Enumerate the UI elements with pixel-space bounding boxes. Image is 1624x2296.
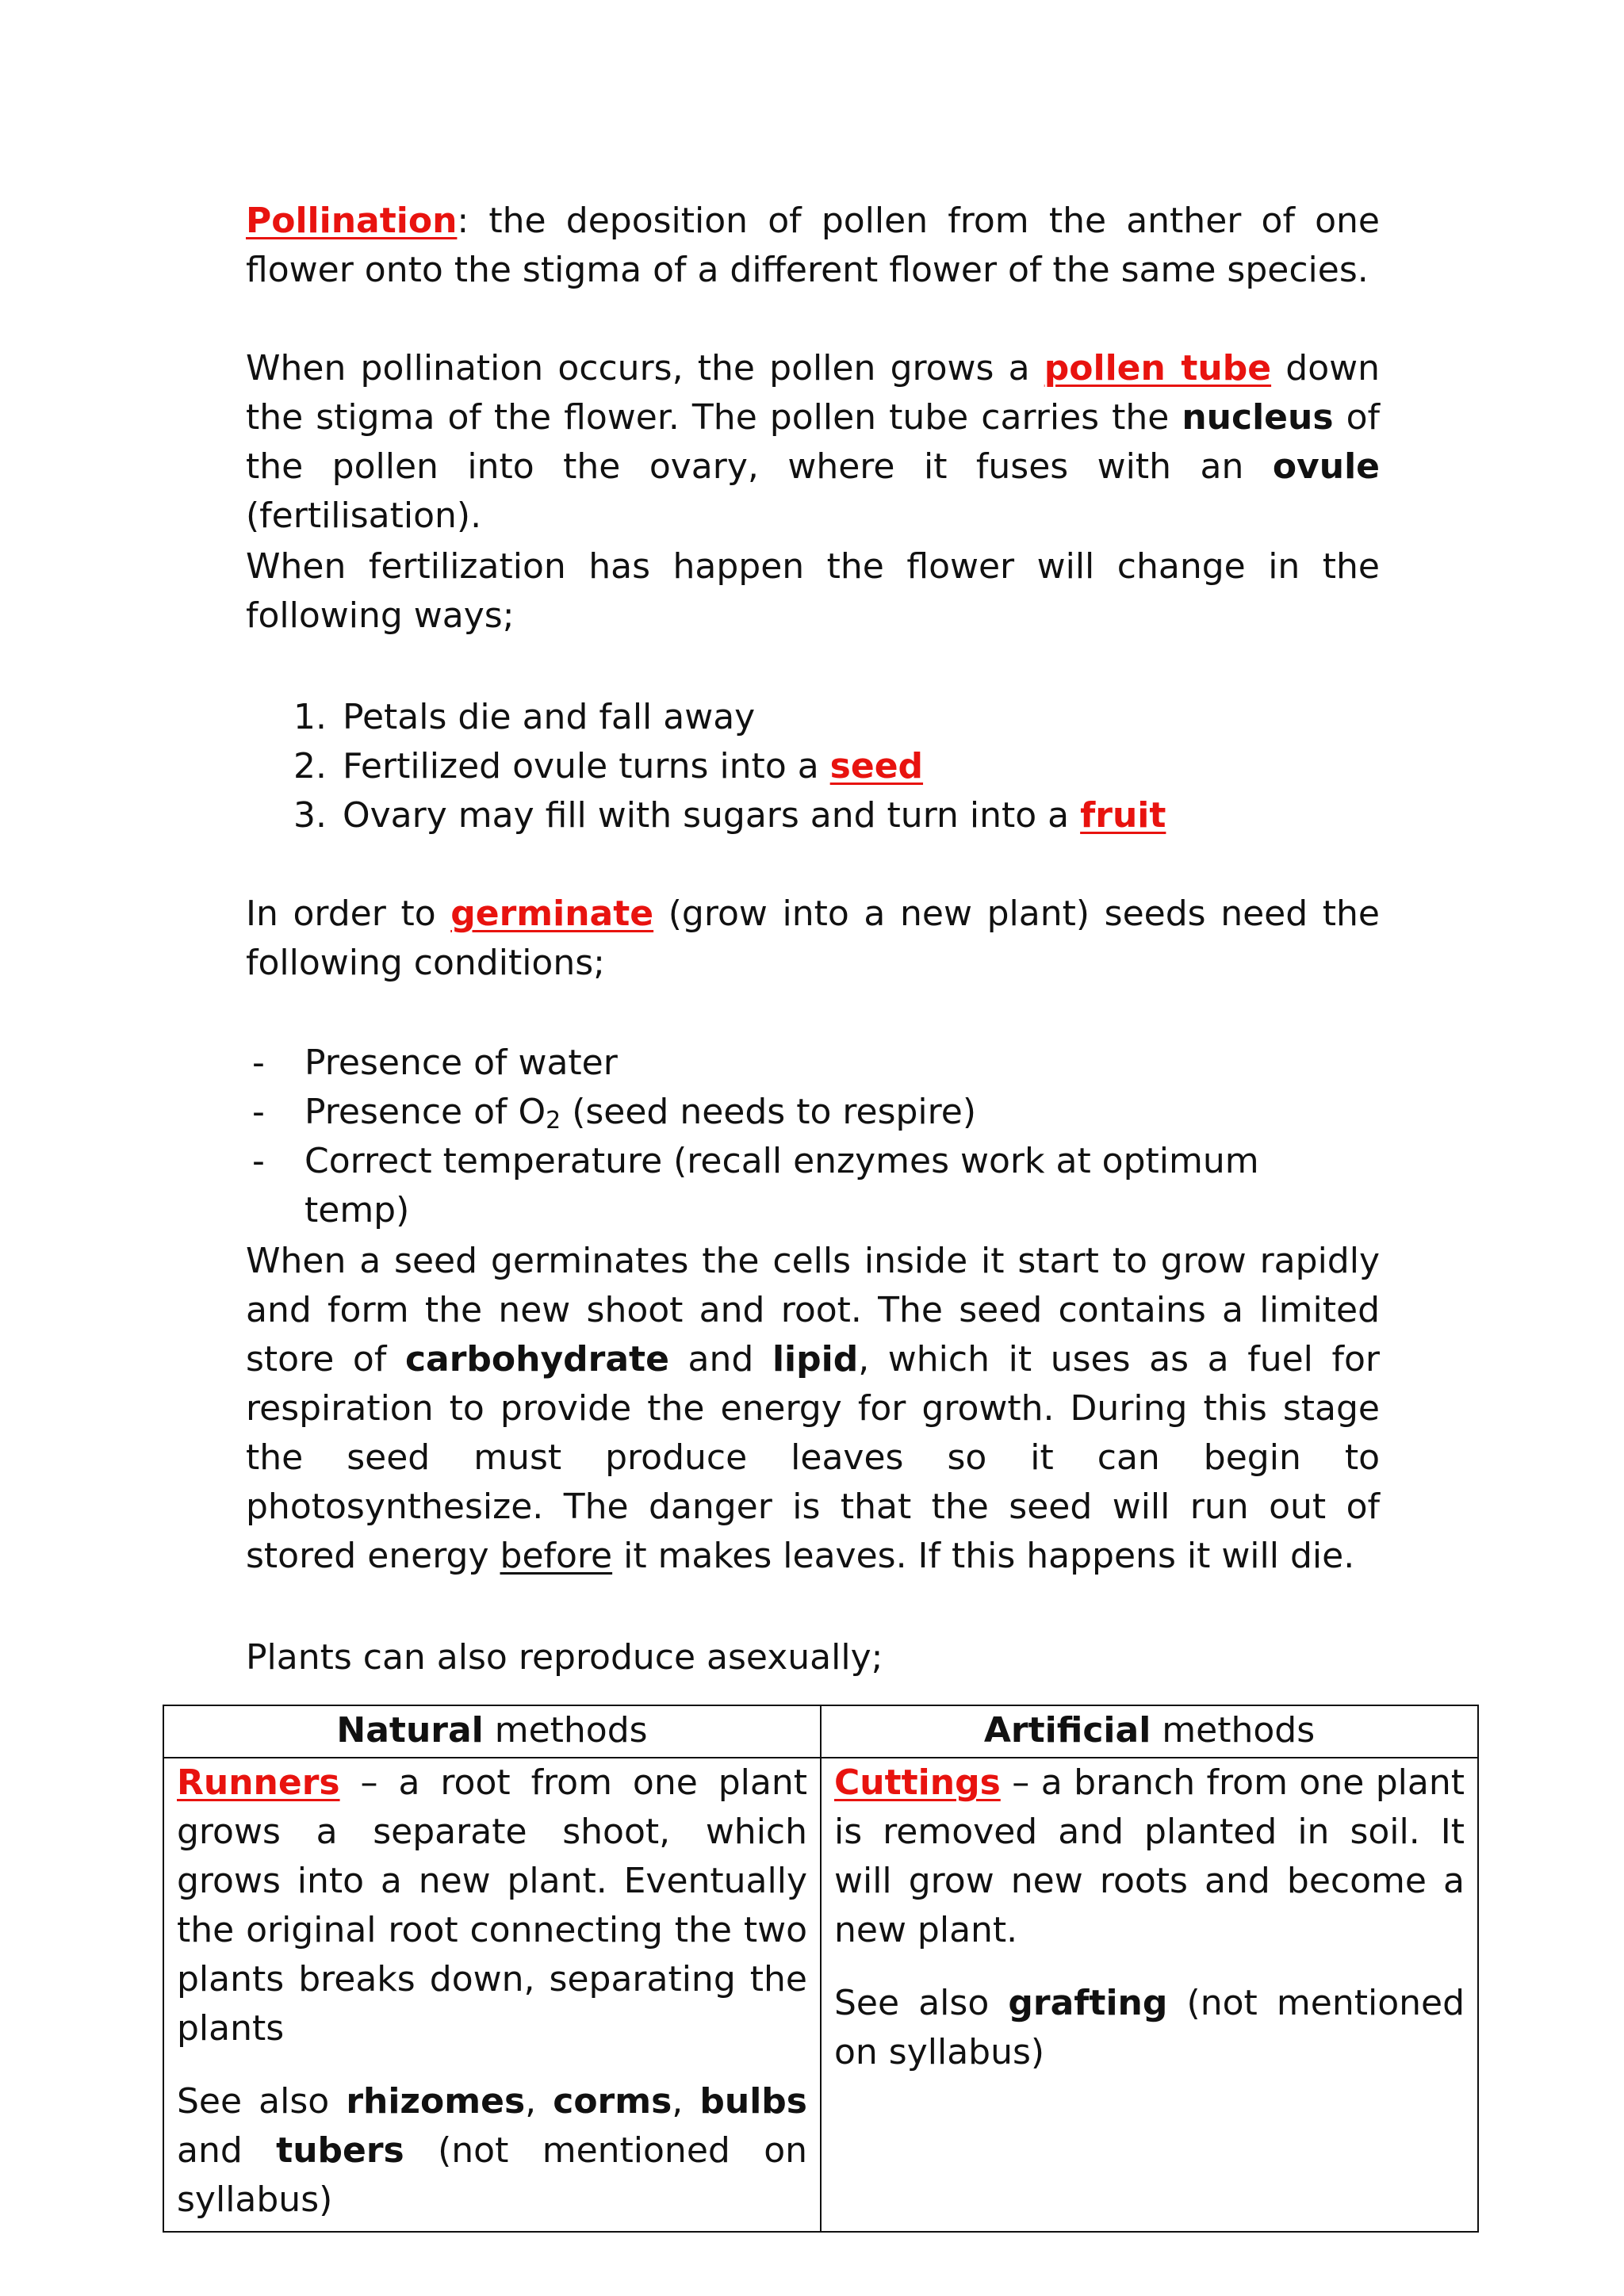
- term-cuttings: Cuttings: [834, 1762, 1001, 1803]
- term-germinate: germinate: [450, 894, 654, 934]
- bold-ovule: ovule: [1272, 446, 1380, 487]
- table-row: [163, 1758, 1478, 2232]
- term-seed: seed: [829, 746, 924, 786]
- artificial-methods-header: Artificial methods: [821, 1705, 1478, 1758]
- fertilization-changes-list: [293, 693, 1324, 840]
- list-item: - Correct temperature (recall enzymes work at optimum temp): [252, 1141, 1259, 1230]
- list-item: 2. Fertilized ovule turns into a seed: [293, 746, 924, 786]
- list-item: 3. Ovary may fill with sugars and turn into a fruit: [293, 795, 1166, 836]
- runners-description: Runners – a root from one plant grows a separate shoot, which grows into a new plant. Eventually the original root connecting the two plants breaks down, separating the plants: [177, 1762, 807, 2049]
- term-pollen-tube: pollen tube: [1044, 348, 1272, 388]
- bold-lipid: lipid: [772, 1339, 859, 1380]
- bold-nucleus: nucleus: [1182, 397, 1334, 438]
- term-pollination: Pollination: [246, 201, 458, 241]
- asexual-intro: Plants can also reproduce asexually;: [246, 1637, 883, 1678]
- natural-methods-header: Natural methods: [163, 1705, 821, 1758]
- table-header-row: [163, 1705, 1478, 1758]
- underline-before: before: [500, 1536, 613, 1576]
- term-fruit: fruit: [1080, 795, 1166, 836]
- natural-methods-cell: [163, 1758, 821, 2232]
- natural-see-also: See also rhizomes, corms, bulbs and tubers (not mentioned on syllabus): [177, 2081, 808, 2220]
- artificial-see-also: See also grafting (not mentioned on syllabus): [834, 1983, 1465, 2072]
- list-item: - Presence of water: [252, 1043, 618, 1083]
- list-item: 1. Petals die and fall away: [293, 697, 756, 737]
- pollen-tube-paragraph: When pollination occurs, the pollen grows a pollen tube down the stigma of the flower. The pollen tube carries the nucleus of the pollen into the ovary, where it fuses with an ovule (fertilisation).: [246, 348, 1380, 536]
- term-runners: Runners: [177, 1762, 340, 1803]
- list-item: - Presence of $O_2$ (seed needs to respire): [252, 1092, 977, 1135]
- germination-conditions-list: [252, 1039, 1362, 1235]
- fertilization-intro: When fertilization has happen the flower will change in the following ways;: [246, 546, 1380, 636]
- pollination-definition: Pollination: the deposition of pollen from the anther of one flower onto the stigma of a different flower of the same species.: [246, 201, 1380, 290]
- cuttings-description: Cuttings – a branch from one plant is removed and planted in soil. It will grow new roots and become a new plant.: [834, 1762, 1465, 1950]
- artificial-methods-cell: [821, 1758, 1478, 2232]
- germinate-paragraph: In order to germinate (grow into a new plant) seeds need the following conditions;: [246, 894, 1380, 983]
- germination-paragraph: When a seed germinates the cells inside it start to grow rapidly and form the new shoot and root. The seed contains a limited store of carbohydrate and lipid, which it uses as a fuel for respiration to provide the energy for growth. During this stage the seed must produce leaves so it can begin to photosynthesize. The danger is that the seed will run out of stored energy before it makes leaves. If this happens it will die.: [246, 1241, 1381, 1576]
- bold-carbohydrate: carbohydrate: [404, 1339, 669, 1380]
- asexual-methods-table: [163, 1705, 1479, 2233]
